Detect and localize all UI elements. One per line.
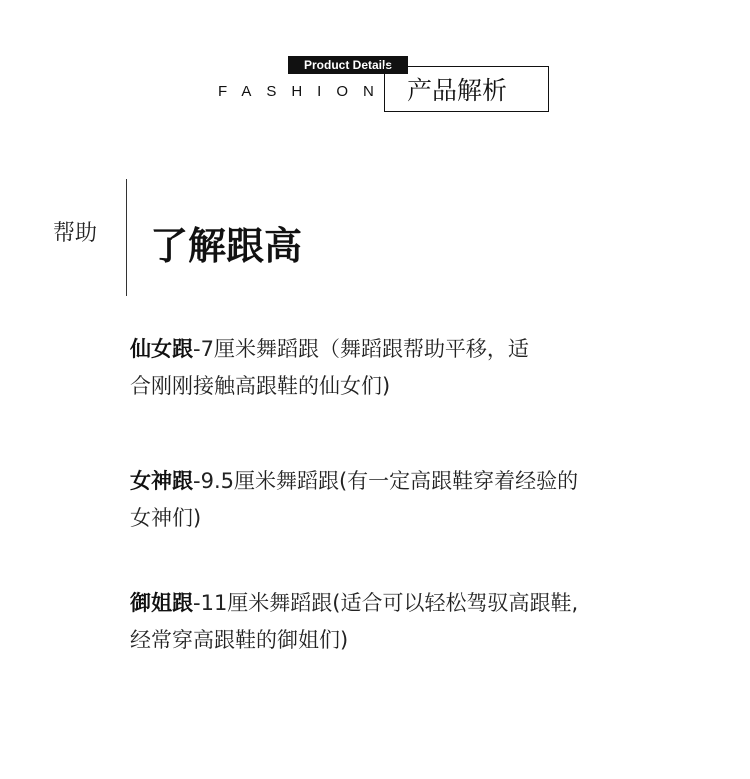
entry-text: -11厘米舞蹈跟(适合可以轻松驾驭高跟鞋, <box>193 591 579 615</box>
entry-label: 女神跟 <box>130 469 193 493</box>
heel-entry-yujie <box>130 585 660 659</box>
entry-text: 女神们) <box>130 506 202 530</box>
fashion-wordmark: FASHION <box>218 83 389 100</box>
product-analysis-title: 产品解析 <box>384 66 549 112</box>
entry-text: -9.5厘米舞蹈跟(有一定高跟鞋穿着经验的 <box>193 469 579 493</box>
heel-entry-goddess <box>130 463 660 537</box>
entry-line <box>130 463 660 500</box>
heel-entry-fairy <box>130 331 660 405</box>
entry-label: 仙女跟 <box>130 337 193 361</box>
section-heading: 了解跟高 <box>150 224 303 268</box>
product-details-badge: Product Details <box>288 56 408 74</box>
entry-line <box>130 331 660 368</box>
entry-text: 合刚刚接触高跟鞋的仙女们) <box>130 374 391 398</box>
entry-text: 经常穿高跟鞋的御姐们) <box>130 628 349 652</box>
entry-label: 御姐跟 <box>130 591 193 615</box>
section-divider <box>126 179 127 296</box>
section-label: 帮助 <box>53 221 98 246</box>
entry-text: -7厘米舞蹈跟（舞蹈跟帮助平移，适 <box>193 337 529 361</box>
entry-line <box>130 585 660 622</box>
